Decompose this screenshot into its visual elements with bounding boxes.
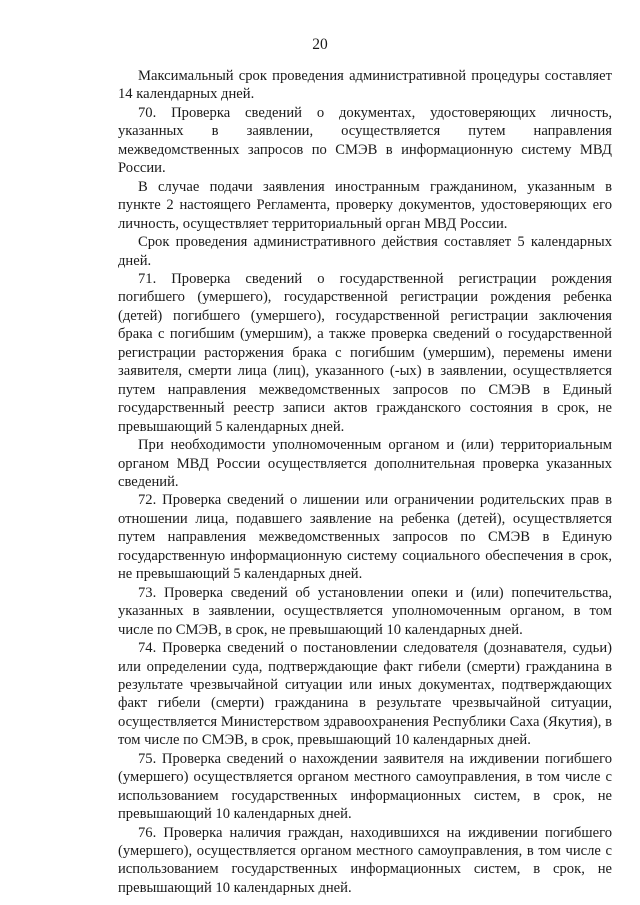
paragraph-76: 76. Проверка наличия граждан, находившихся на иждивении погибшего (умершего), осуществляется органом местного самоуправления, в том числе с использованием государственных информационных систем, в срок, не превышающий 10 календарных дней. <box>118 824 612 896</box>
page-number: 20 <box>312 36 328 53</box>
paragraph-71-additional-check: При необходимости уполномоченным органом и (или) территориальным органом МВД России осуществляется дополнительная проверка указанных сведений. <box>118 437 612 490</box>
paragraph-max-term: Максимальный срок проведения административной процедуры составляет 14 календарных дней. <box>118 68 612 103</box>
paragraph-71: 71. Проверка сведений о государственной регистрации рождения погибшего (умершего), государственной регистрации рождения ребенка (детей) погибшего (умершего), государственной регистрации заключения брака с погибшим (умершим), а также проверка сведений о государственной регистрации расторжения брака с погибшим (умершим), перемены имени заявителя, смерти лица (лиц), указанного (-ых) в заявлении, осуществляется путем направления межведомственных запросов по СМЭВ в Единый государственный реестр записи актов гражданского состояния в срок, не превышающий 5 календарных дней. <box>118 270 612 435</box>
paragraph-73: 73. Проверка сведений об установлении опеки и (или) попечительства, указанных в заявлении, осуществляется уполномоченным органом, в том числе по СМЭВ, в срок, не превышающий 10 календарных дней. <box>118 584 612 638</box>
paragraph-75: 75. Проверка сведений о нахождении заявителя на иждивении погибшего (умершего) осуществляется органом местного самоуправления, в том числе с использованием государственных информационных систем, в срок, не превышающий 10 календарных дней. <box>118 750 612 823</box>
paragraph-74: 74. Проверка сведений о постановлении следователя (дознавателя, судьи) или определении суда, подтверждающие факт гибели (смерти) гражданина в результате чрезвычайной ситуации или иных документах, подтверждающих факт гибели (смерти) гражданина в результате чрезвычайной ситуации, осуществляется Министерством здравоохранения Республики Саха (Якутия), в том числе по СМЭВ, в срок, превышающий 10 календарных дней. <box>118 640 612 749</box>
paragraph-70-term: Срок проведения административного действия составляет 5 календарных дней. <box>118 234 612 269</box>
document-body <box>118 67 612 897</box>
paragraph-70-foreign-citizen: В случае подачи заявления иностранным гражданином, указанным в пункте 2 настоящего Регламента, проверку документов, удостоверяющих его личность, осуществляет территориальный орган МВД России. <box>118 178 612 232</box>
paragraph-70: 70. Проверка сведений о документах, удостоверяющих личность, указанных в заявлении, осуществляется путем направления межведомственных запросов по СМЭВ в информационную систему МВД России. <box>118 104 612 177</box>
paragraph-72: 72. Проверка сведений о лишении или ограничении родительских прав в отношении лица, подавшего заявление на ребенка (детей), осуществляется путем направления межведомственных запросов по СМЭВ в Единую государственную информационную систему социального обеспечения в срок, не превышающий 5 календарных дней. <box>118 492 612 583</box>
